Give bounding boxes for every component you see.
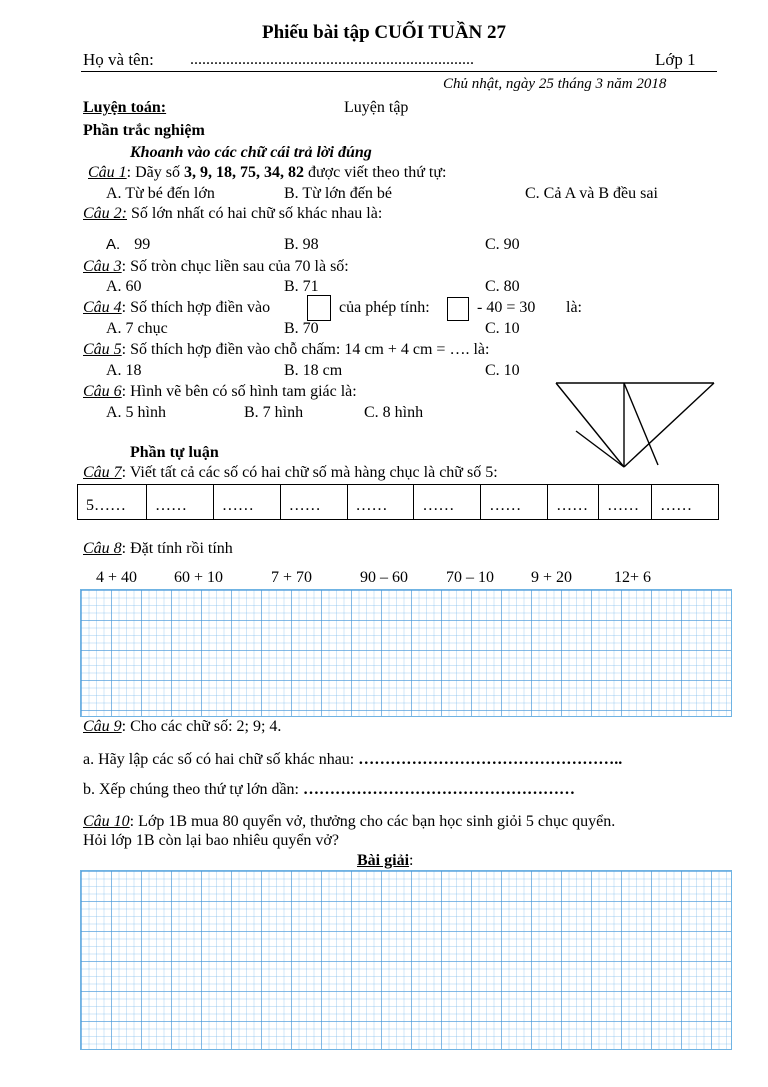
q2-option-a-value: 99 [134,236,151,253]
subject-label: Luyện toán: [83,99,167,116]
q3-option-c[interactable]: C. 80 [485,278,520,295]
question-2-text: Số lớn nhất có hai chữ số khác nhau là: [127,205,383,222]
q6-option-c[interactable]: C. 8 hình [364,404,424,421]
q9-part-b [83,781,575,799]
q9-part-a-dots[interactable]: ………………………………………….. [358,751,623,768]
answer-table [77,484,719,520]
date-line: Chủ nhật, ngày 25 tháng 3 năm 2018 [443,76,667,92]
q9-part-b-dots[interactable]: …………………………………………… [303,781,575,798]
question-1-post: được viết theo thứ tự: [304,164,447,181]
question-8-label: Câu 8 [83,540,122,557]
q2-option-c[interactable]: C. 90 [485,236,520,253]
question-4-text-4: là: [566,299,582,316]
q8-expression: 12+ 6 [614,569,652,586]
question-3-label: Câu 3 [83,258,122,275]
answer-table-row [78,485,719,520]
q9-part-a [83,751,622,769]
question-4 [83,299,270,317]
figure-inner-line-2 [624,383,658,465]
calculation-grid[interactable] [80,589,732,717]
q8-expression: 7 + 70 [271,569,313,586]
question-8-text: : Đặt tính rồi tính [121,540,233,557]
question-7-text: : Viết tất cả các số có hai chữ số mà hàng chục là chữ số 5: [121,464,498,481]
q8-expression: 90 – 60 [360,569,408,586]
question-6 [83,383,357,401]
q2-option-a[interactable] [106,236,150,254]
figure-right-edge [624,383,714,467]
class-label: Lớp 1 [655,50,696,69]
answer-cell[interactable]: …… [548,485,599,520]
answer-cell[interactable]: …… [599,485,652,520]
header-divider [81,71,717,72]
question-1-sequence: 3, 9, 18, 75, 34, 82 [184,164,304,181]
name-label: Họ và tên: [83,50,154,69]
question-10 [83,813,615,831]
q5-option-b[interactable]: B. 18 cm [284,362,343,379]
q4-option-a[interactable]: A. 7 chục [106,320,168,337]
q2-option-b[interactable]: B. 98 [284,236,319,253]
q8-expression: 60 + 10 [174,569,224,586]
question-5-text: : Số thích hợp điền vào chỗ chấm: 14 cm + 4 cm = …. là: [121,341,490,358]
question-7 [83,464,498,482]
essay-heading: Phần tự luận [130,444,219,461]
question-7-label: Câu 7 [83,464,122,481]
q4-option-c[interactable]: C. 10 [485,320,520,337]
mc-instruction: Khoanh vào các chữ cái trả lời đúng [130,144,372,161]
question-9 [83,718,281,736]
answer-cell[interactable]: …… [652,485,719,520]
worksheet-title: Phiếu bài tập CUỐI TUẦN 27 [261,22,507,43]
question-10-text-2: Hỏi lớp 1B còn lại bao nhiêu quyển vở? [83,832,339,849]
multiple-choice-heading: Phần trắc nghiệm [83,122,205,139]
question-2 [83,205,382,223]
q5-option-c[interactable]: C. 10 [485,362,520,379]
question-10-text: : Lớp 1B mua 80 quyển vở, thưởng cho các bạn học sinh giỏi 5 chục quyển. [129,813,616,830]
q3-option-a[interactable]: A. 60 [106,278,142,295]
q6-option-b[interactable]: B. 7 hình [244,404,304,421]
answer-cell[interactable]: 5…… [78,485,147,520]
blank-box-1[interactable] [307,295,331,321]
q8-expression: 9 + 20 [531,569,573,586]
triangle-figure [550,375,720,475]
question-4-label: Câu 4 [83,299,122,316]
question-4-text-2: của phép tính: [339,299,430,316]
question-3 [83,258,349,276]
question-1-label: Câu 1 [88,164,127,181]
q1-option-a[interactable]: A. Từ bé đến lớn [106,185,215,202]
question-2-label: Câu 2: [83,205,127,222]
q4-option-b[interactable]: B. 70 [284,320,319,337]
question-4-text-1: : Số thích hợp điền vào [121,299,271,316]
blank-box-2[interactable] [447,297,469,321]
topic-label: Luyện tập [344,99,409,116]
question-9-label: Câu 9 [83,718,122,735]
q8-expression: 4 + 40 [96,569,138,586]
question-6-label: Câu 6 [83,383,122,400]
answer-cell[interactable]: …… [147,485,214,520]
solution-heading [357,852,413,870]
question-10-label: Câu 10 [83,813,130,830]
solution-label: Bài giải [357,852,410,869]
solution-grid[interactable] [80,870,732,1050]
answer-cell[interactable]: …… [347,485,414,520]
q3-option-b[interactable]: B. 71 [284,278,319,295]
answer-cell[interactable]: …… [414,485,481,520]
q8-expression: 70 – 10 [446,569,494,586]
q1-option-c[interactable]: C. Cả A và B đều sai [525,185,658,202]
answer-cell[interactable]: …… [213,485,280,520]
q2-option-a-letter: A. [106,236,121,253]
question-9-text: : Cho các chữ số: 2; 9; 4. [121,718,282,735]
q5-option-a[interactable]: A. 18 [106,362,142,379]
q9-part-b-text: b. Xếp chúng theo thứ tự lớn dần: [83,781,299,798]
q1-option-b[interactable]: B. Từ lớn đến bé [284,185,392,202]
question-5 [83,341,489,359]
question-8 [83,540,233,558]
question-5-label: Câu 5 [83,341,122,358]
answer-cell[interactable]: …… [280,485,347,520]
question-1 [88,164,446,182]
name-dots[interactable]: ....................................................................... [190,51,474,68]
question-1-pre: : Dãy số [126,164,184,181]
question-6-text: : Hình vẽ bên có số hình tam giác là: [121,383,357,400]
q9-part-a-text: a. Hãy lập các số có hai chữ số khác nhau: [83,751,355,768]
question-3-text: : Số tròn chục liền sau của 70 là số: [121,258,349,275]
q6-option-a[interactable]: A. 5 hình [106,404,166,421]
answer-cell[interactable]: …… [481,485,548,520]
solution-colon: : [409,852,414,869]
figure-left-edge [556,383,624,467]
question-4-text-3: - 40 = 30 [477,299,536,316]
